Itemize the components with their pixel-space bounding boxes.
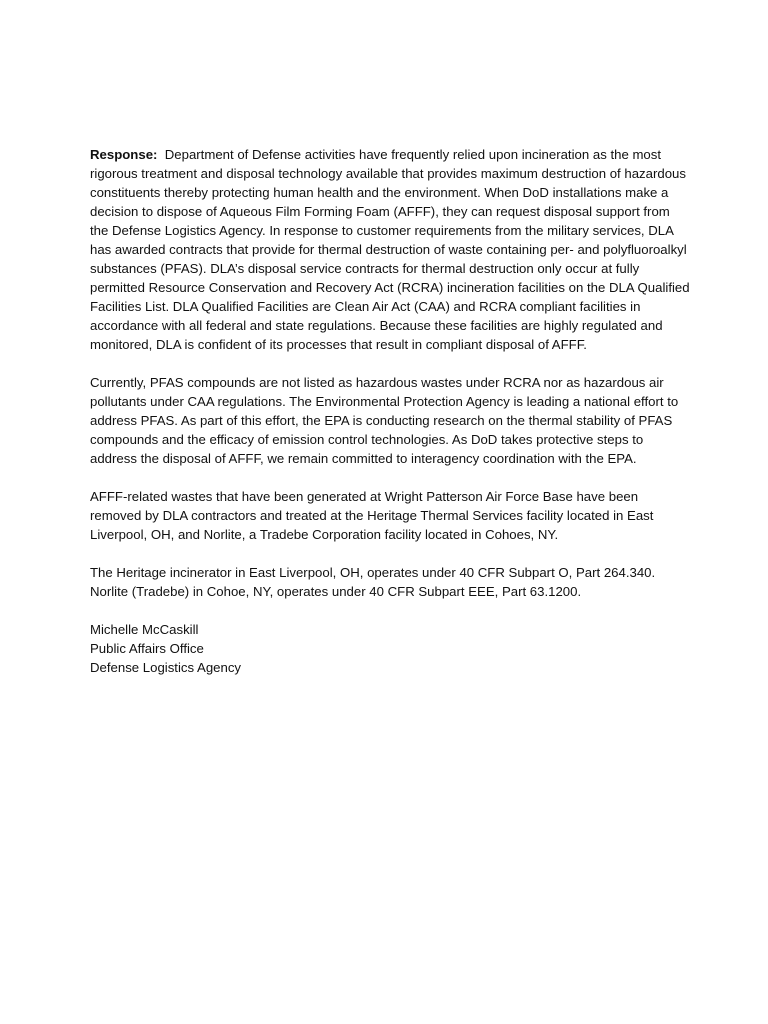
response-paragraph	[90, 145, 690, 354]
document-body	[90, 145, 690, 677]
response-label: Response:	[90, 147, 158, 162]
signature-name: Michelle McCaskill	[90, 622, 199, 637]
signature-agency: Defense Logistics Agency	[90, 660, 242, 675]
signature-block	[90, 620, 690, 677]
afff-wastes-paragraph: AFFF-related wastes that have been generated at Wright Patterson Air Force Base have been removed by DLA contractors and treated at the Heritage Thermal Services facility located in East Liverpool, OH, and Norlite, a Tradebe Corporation facility located in Cohoes, NY.	[90, 489, 654, 542]
pfas-regulation-paragraph: Currently, PFAS compounds are not listed as hazardous wastes under RCRA nor as hazardous air pollutants under CAA regulations. The Environmental Protection Agency is leading a national effort to address PFAS. As part of this effort, the EPA is conducting research on the thermal stability of PFAS compounds and the efficacy of emission control technologies. As DoD takes protective steps to address the disposal of AFFF, we remain committed to interagency coordination with the EPA.	[90, 375, 679, 466]
incinerator-permits-paragraph: The Heritage incinerator in East Liverpool, OH, operates under 40 CFR Subpart O, Part 264.340. Norlite (Tradebe) in Cohoe, NY, operates under 40 CFR Subpart EEE, Part 63.1200.	[90, 565, 656, 599]
signature-office: Public Affairs Office	[90, 641, 204, 656]
response-text: Department of Defense activities have frequently relied upon incineration as the most rigorous treatment and disposal technology available that provides maximum destruction of hazardous constituents thereby protecting human health and the environment. When DoD installations make a decision to dispose of Aqueous Film Forming Foam (AFFF), they can request disposal support from the Defense Logistics Agency. In response to customer requirements from the military services, DLA has awarded contracts that provide for thermal destruction of waste containing per- and polyfluoroalkyl substances (PFAS). DLA’s disposal service contracts for thermal destruction only occur at fully permitted Resource Conservation and Recovery Act (RCRA) incineration facilities on the DLA Qualified Facilities List. DLA Qualified Facilities are Clean Air Act (CAA) and RCRA compliant facilities in accordance with all federal and state regulations. Because these facilities are highly regulated and monitored, DLA is confident of its processes that result in compliant disposal of AFFF.	[90, 147, 690, 352]
